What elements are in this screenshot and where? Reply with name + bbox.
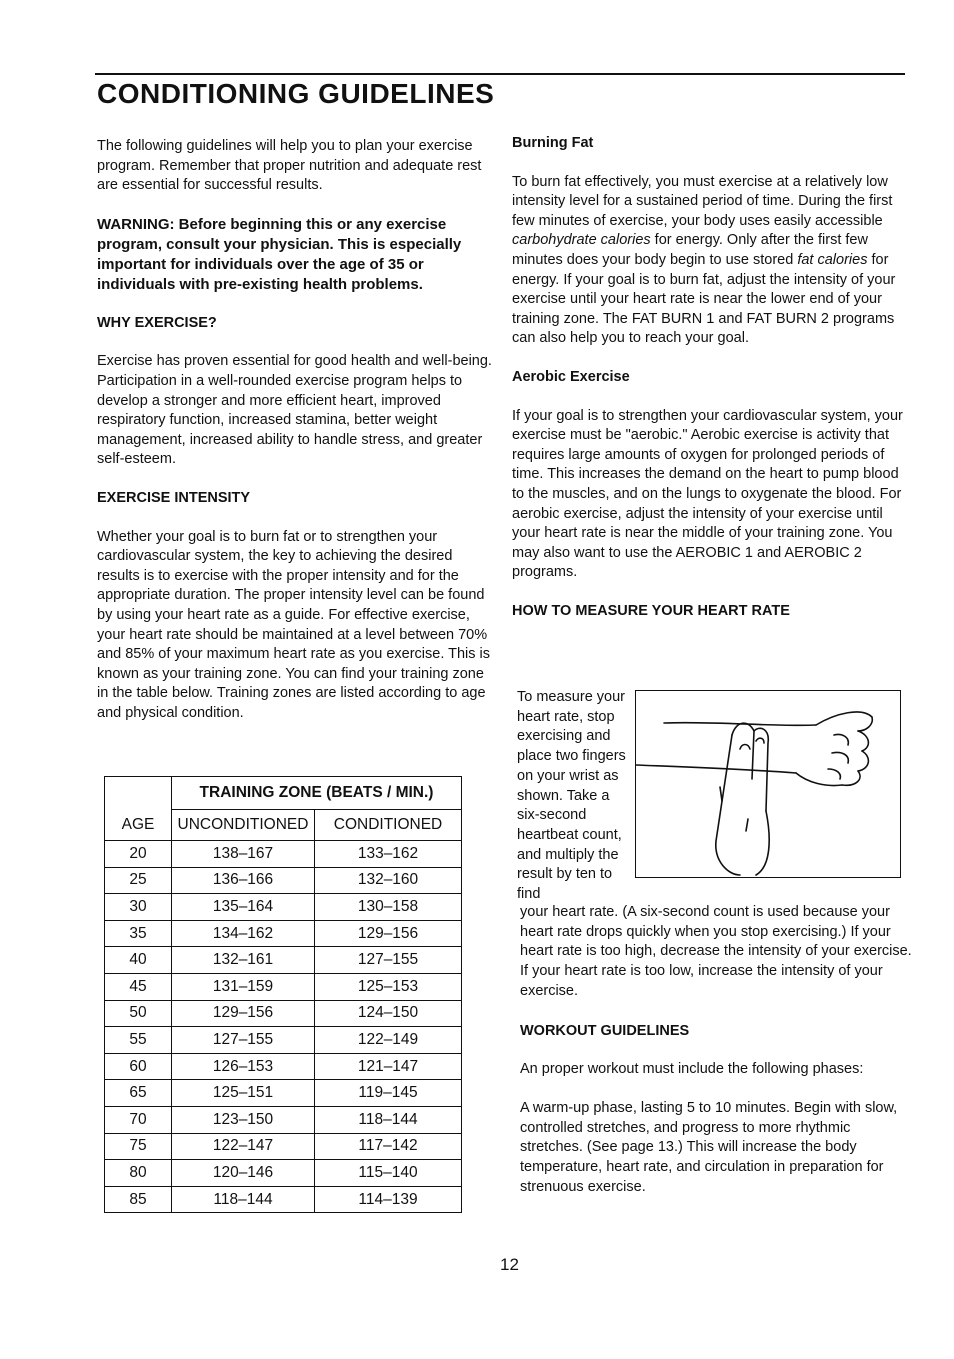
age-cell: 65 xyxy=(105,1080,172,1107)
conditioned-cell: 132–160 xyxy=(315,867,462,894)
unconditioned-cell: 126–153 xyxy=(172,1053,315,1080)
aerobic-exercise-paragraph: If your goal is to strengthen your cardiovascular system, your exercise must be "aerobic." Aerobic exercise is activity that requires large amounts of oxygen for prolonged periods of time. This increases the demand on the heart to pump blood to the muscles, and on the lungs to oxygenate the blood. For aerobic exercise, adjust the intensity of your exercise until your heart rate is near the middle of your training zone. You may also want to use the AEROBIC 1 and AEROBIC 2 programs. xyxy=(512,407,903,581)
conditioned-cell: 121–147 xyxy=(315,1053,462,1080)
why-exercise-heading: WHY EXERCISE? xyxy=(97,314,217,331)
workout-intro-paragraph: An proper workout must include the following phases: xyxy=(520,1061,864,1078)
unconditioned-cell: 118–144 xyxy=(172,1186,315,1213)
table-row xyxy=(105,1080,462,1107)
training-zone-table xyxy=(104,776,462,1213)
burning-fat-text-3: for energy. If your goal is to burn fat, adjust the intensity of your exercise until your heart rate is near the lower end of your training zone. The FAT BURN 1 and FAT BURN 2 programs can also help you to reach your goal. xyxy=(512,251,896,347)
unconditioned-cell: 125–151 xyxy=(172,1080,315,1107)
table-row xyxy=(105,920,462,947)
table-row xyxy=(105,1000,462,1027)
warm-up-paragraph: A warm-up phase, lasting 5 to 10 minutes. Begin with slow, controlled stretches, and progress to more rhythmic stretches. (See page 13.) This will increase the body temperature, heart rate, and circulation in preparation for strenuous exercise. xyxy=(520,1099,898,1195)
table-row xyxy=(105,1160,462,1187)
age-cell: 40 xyxy=(105,947,172,974)
table-row xyxy=(105,1186,462,1213)
why-exercise-paragraph: Exercise has proven essential for good health and well-being. Participation in a well-rounded exercise program helps to develop a stronger and more efficient heart, improved respiratory function, increased stamina, better weight management, increased ability to handle stress, and greater self-esteem. xyxy=(97,353,492,468)
unconditioned-cell: 136–166 xyxy=(172,867,315,894)
unconditioned-column-header: UNCONDITIONED xyxy=(172,810,315,841)
unconditioned-cell: 127–155 xyxy=(172,1027,315,1054)
conditioned-cell: 127–155 xyxy=(315,947,462,974)
unconditioned-cell: 123–150 xyxy=(172,1106,315,1133)
intro-paragraph: The following guidelines will help you to plan your exercise program. Remember that proper nutrition and adequate rest are essential for successful results. xyxy=(97,138,482,194)
conditioned-cell: 122–149 xyxy=(315,1027,462,1054)
conditioned-cell: 115–140 xyxy=(315,1160,462,1187)
conditioned-cell: 114–139 xyxy=(315,1186,462,1213)
age-cell: 20 xyxy=(105,841,172,868)
conditioned-cell: 130–158 xyxy=(315,894,462,921)
conditioned-cell: 129–156 xyxy=(315,920,462,947)
unconditioned-cell: 120–146 xyxy=(172,1160,315,1187)
age-cell: 85 xyxy=(105,1186,172,1213)
burning-fat-paragraph xyxy=(512,173,912,349)
table-row xyxy=(105,867,462,894)
fat-calories-term: fat calories xyxy=(797,251,868,268)
table-corner xyxy=(105,777,172,810)
conditioned-cell: 124–150 xyxy=(315,1000,462,1027)
left-column xyxy=(97,137,495,723)
burning-fat-text-1: To burn fat effectively, you must exercise at a relatively low intensity level for a sustained period of time. During the first few minutes of exercise, your body uses easily accessible xyxy=(512,173,893,229)
measure-heart-rate-continuation xyxy=(520,903,915,1197)
exercise-intensity-heading: EXERCISE INTENSITY xyxy=(97,489,251,506)
table-row xyxy=(105,1106,462,1133)
training-zone-header: TRAINING ZONE (BEATS / MIN.) xyxy=(172,777,462,810)
age-cell: 55 xyxy=(105,1027,172,1054)
conditioned-cell: 117–142 xyxy=(315,1133,462,1160)
title-rule xyxy=(95,73,905,75)
age-cell: 60 xyxy=(105,1053,172,1080)
burning-fat-text-2: for energy. Only after the first few minutes does your body begin to use stored xyxy=(512,232,868,268)
age-cell: 45 xyxy=(105,973,172,1000)
age-cell: 70 xyxy=(105,1106,172,1133)
right-column xyxy=(512,134,912,621)
unconditioned-cell: 134–162 xyxy=(172,920,315,947)
unconditioned-cell: 122–147 xyxy=(172,1133,315,1160)
conditioned-cell: 125–153 xyxy=(315,973,462,1000)
conditioned-cell: 119–145 xyxy=(315,1080,462,1107)
conditioned-column-header: CONDITIONED xyxy=(315,810,462,841)
age-cell: 25 xyxy=(105,867,172,894)
conditioned-cell: 118–144 xyxy=(315,1106,462,1133)
workout-guidelines-heading: WORKOUT GUIDELINES xyxy=(520,1022,690,1039)
page-number: 12 xyxy=(500,1255,519,1274)
table-row xyxy=(105,1027,462,1054)
page-title: CONDITIONING GUIDELINES xyxy=(97,78,495,109)
table-row xyxy=(105,1133,462,1160)
burning-fat-heading: Burning Fat xyxy=(512,135,594,151)
table-row xyxy=(105,841,462,868)
table-row xyxy=(105,973,462,1000)
table-row xyxy=(105,1053,462,1080)
wrist-pulse-illustration xyxy=(635,690,901,878)
table-row xyxy=(105,894,462,921)
hand-on-wrist-drawing xyxy=(636,691,900,877)
exercise-intensity-paragraph: Whether your goal is to burn fat or to strengthen your cardiovascular system, the key to achieving the desired results is to exercise with the proper intensity and for the appropriate duration. The proper intensity level can be found by using your heart rate as a guide. For effective exercise, your heart rate should be maintained at a level between 70% and 85% of your maximum heart rate as you exercise. This is known as your training zone. You can find your training zone in the table below. Training zones are listed according to age and physical condition. xyxy=(97,528,491,721)
measure-heart-rate-paragraph: your heart rate. (A six-second count is used because your heart rate drops quickly when you stop exercising.) If your heart rate is too high, decrease the intensity of your exercise. If your heart rate is too low, increase the intensity of your exercise. xyxy=(520,904,912,999)
warning-paragraph: WARNING: Before beginning this or any exercise program, consult your physician. This is especially important for individuals over the age of 35 or individuals with pre-existing health problems. xyxy=(97,215,462,293)
carbohydrate-calories-term: carbohydrate calories xyxy=(512,232,651,249)
measure-heart-rate-heading: HOW TO MEASURE YOUR HEART RATE xyxy=(512,602,790,619)
aerobic-exercise-heading: Aerobic Exercise xyxy=(512,368,630,385)
unconditioned-cell: 131–159 xyxy=(172,973,315,1000)
age-cell: 80 xyxy=(105,1160,172,1187)
age-cell: 50 xyxy=(105,1000,172,1027)
measure-heart-rate-wrapped-text: To measure your heart rate, stop exercising and place two fingers on your wrist as shown. Take a six-second heartbeat count, and multiply the result by ten to find xyxy=(517,689,626,903)
unconditioned-cell: 135–164 xyxy=(172,894,315,921)
table-row xyxy=(105,947,462,974)
age-cell: 30 xyxy=(105,894,172,921)
unconditioned-cell: 132–161 xyxy=(172,947,315,974)
conditioned-cell: 133–162 xyxy=(315,841,462,868)
age-cell: 75 xyxy=(105,1133,172,1160)
age-cell: 35 xyxy=(105,920,172,947)
unconditioned-cell: 129–156 xyxy=(172,1000,315,1027)
unconditioned-cell: 138–167 xyxy=(172,841,315,868)
age-column-header: AGE xyxy=(105,810,172,841)
